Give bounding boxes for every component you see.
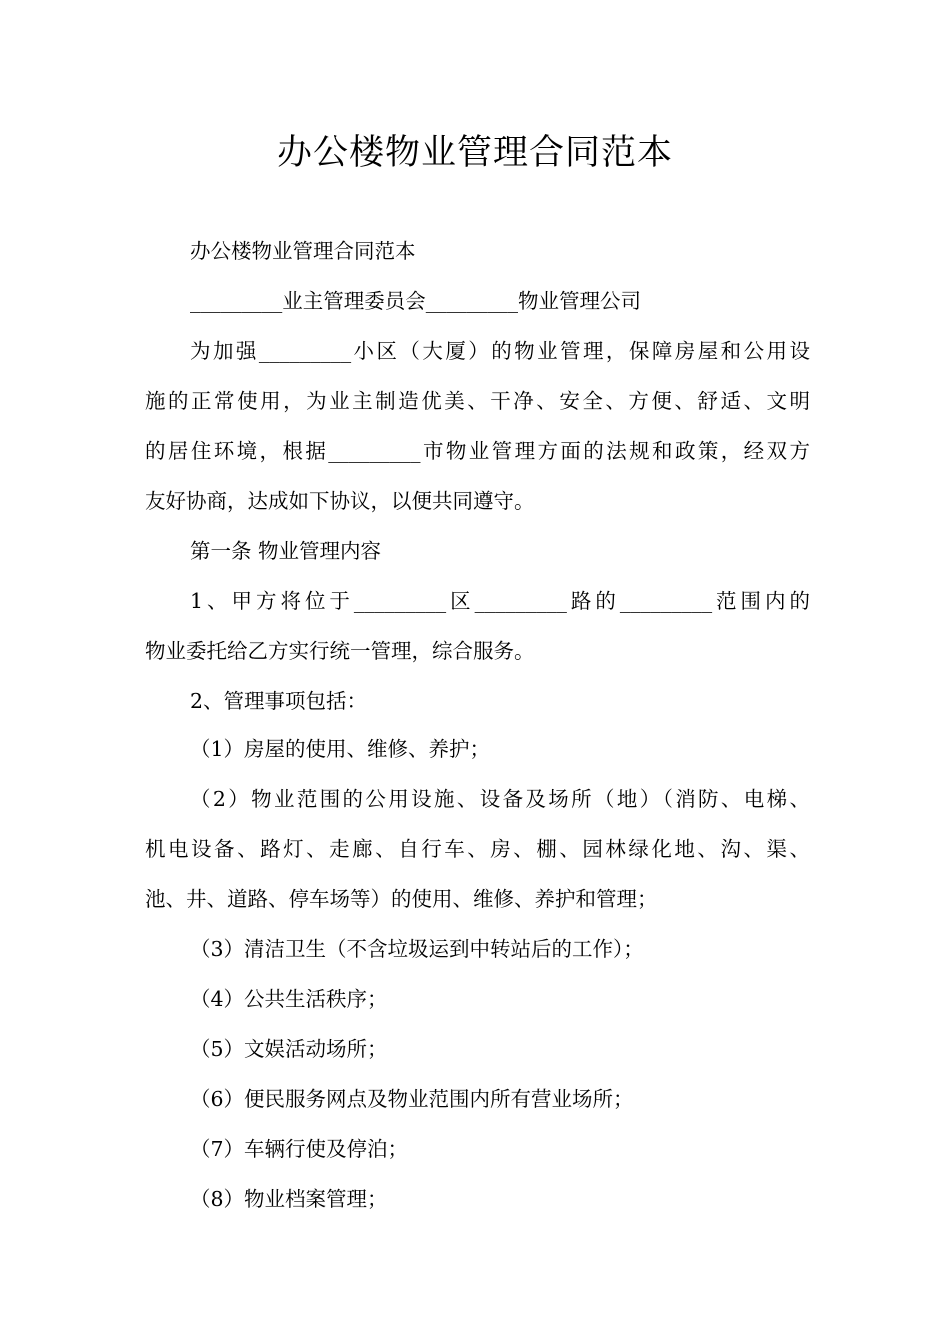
- doc-line: 池、井、道路、停车场等）的使用、维修、养护和管理；: [145, 887, 658, 911]
- doc-line: _________业主管理委员会_________物业管理公司: [190, 289, 641, 313]
- doc-line: （1）房屋的使用、维修、养护；: [190, 737, 491, 761]
- doc-line: 友好协商，达成如下协议，以便共同遵守。: [145, 489, 535, 513]
- doc-line: 1、甲方将位于_________区_________路的_________范围内的: [190, 589, 810, 613]
- doc-line: 的居住环境，根据_________市物业管理方面的法规和政策，经双方: [145, 439, 810, 463]
- doc-line: 机电设备、路灯、走廊、自行车、房、棚、园林绿化地、沟、渠、: [145, 837, 810, 861]
- doc-line: （5）文娱活动场所；: [190, 1037, 388, 1061]
- doc-line: 施的正常使用，为业主制造优美、干净、安全、方便、舒适、文明: [145, 389, 810, 413]
- doc-line: 物业委托给乙方实行统一管理，综合服务。: [145, 639, 535, 663]
- doc-line: 为加强_________小区（大厦）的物业管理，保障房屋和公用设: [190, 339, 810, 363]
- doc-line: （7）车辆行使及停泊；: [190, 1137, 409, 1161]
- doc-line: （2）物业范围的公用设施、设备及场所（地）（消防、电梯、: [190, 787, 810, 811]
- doc-line: （4）公共生活秩序；: [190, 987, 388, 1011]
- doc-line: 办公楼物业管理合同范本: [190, 239, 416, 263]
- doc-line: （8）物业档案管理；: [190, 1187, 388, 1211]
- doc-line: （6）便民服务网点及物业范围内所有营业场所；: [190, 1087, 634, 1111]
- doc-line: 2、管理事项包括：: [190, 689, 368, 713]
- doc-line: 第一条 物业管理内容: [190, 539, 382, 563]
- doc-line: （3）清洁卫生（不含垃圾运到中转站后的工作）；: [190, 937, 644, 961]
- document-title: 办公楼物业管理合同范本: [276, 133, 673, 173]
